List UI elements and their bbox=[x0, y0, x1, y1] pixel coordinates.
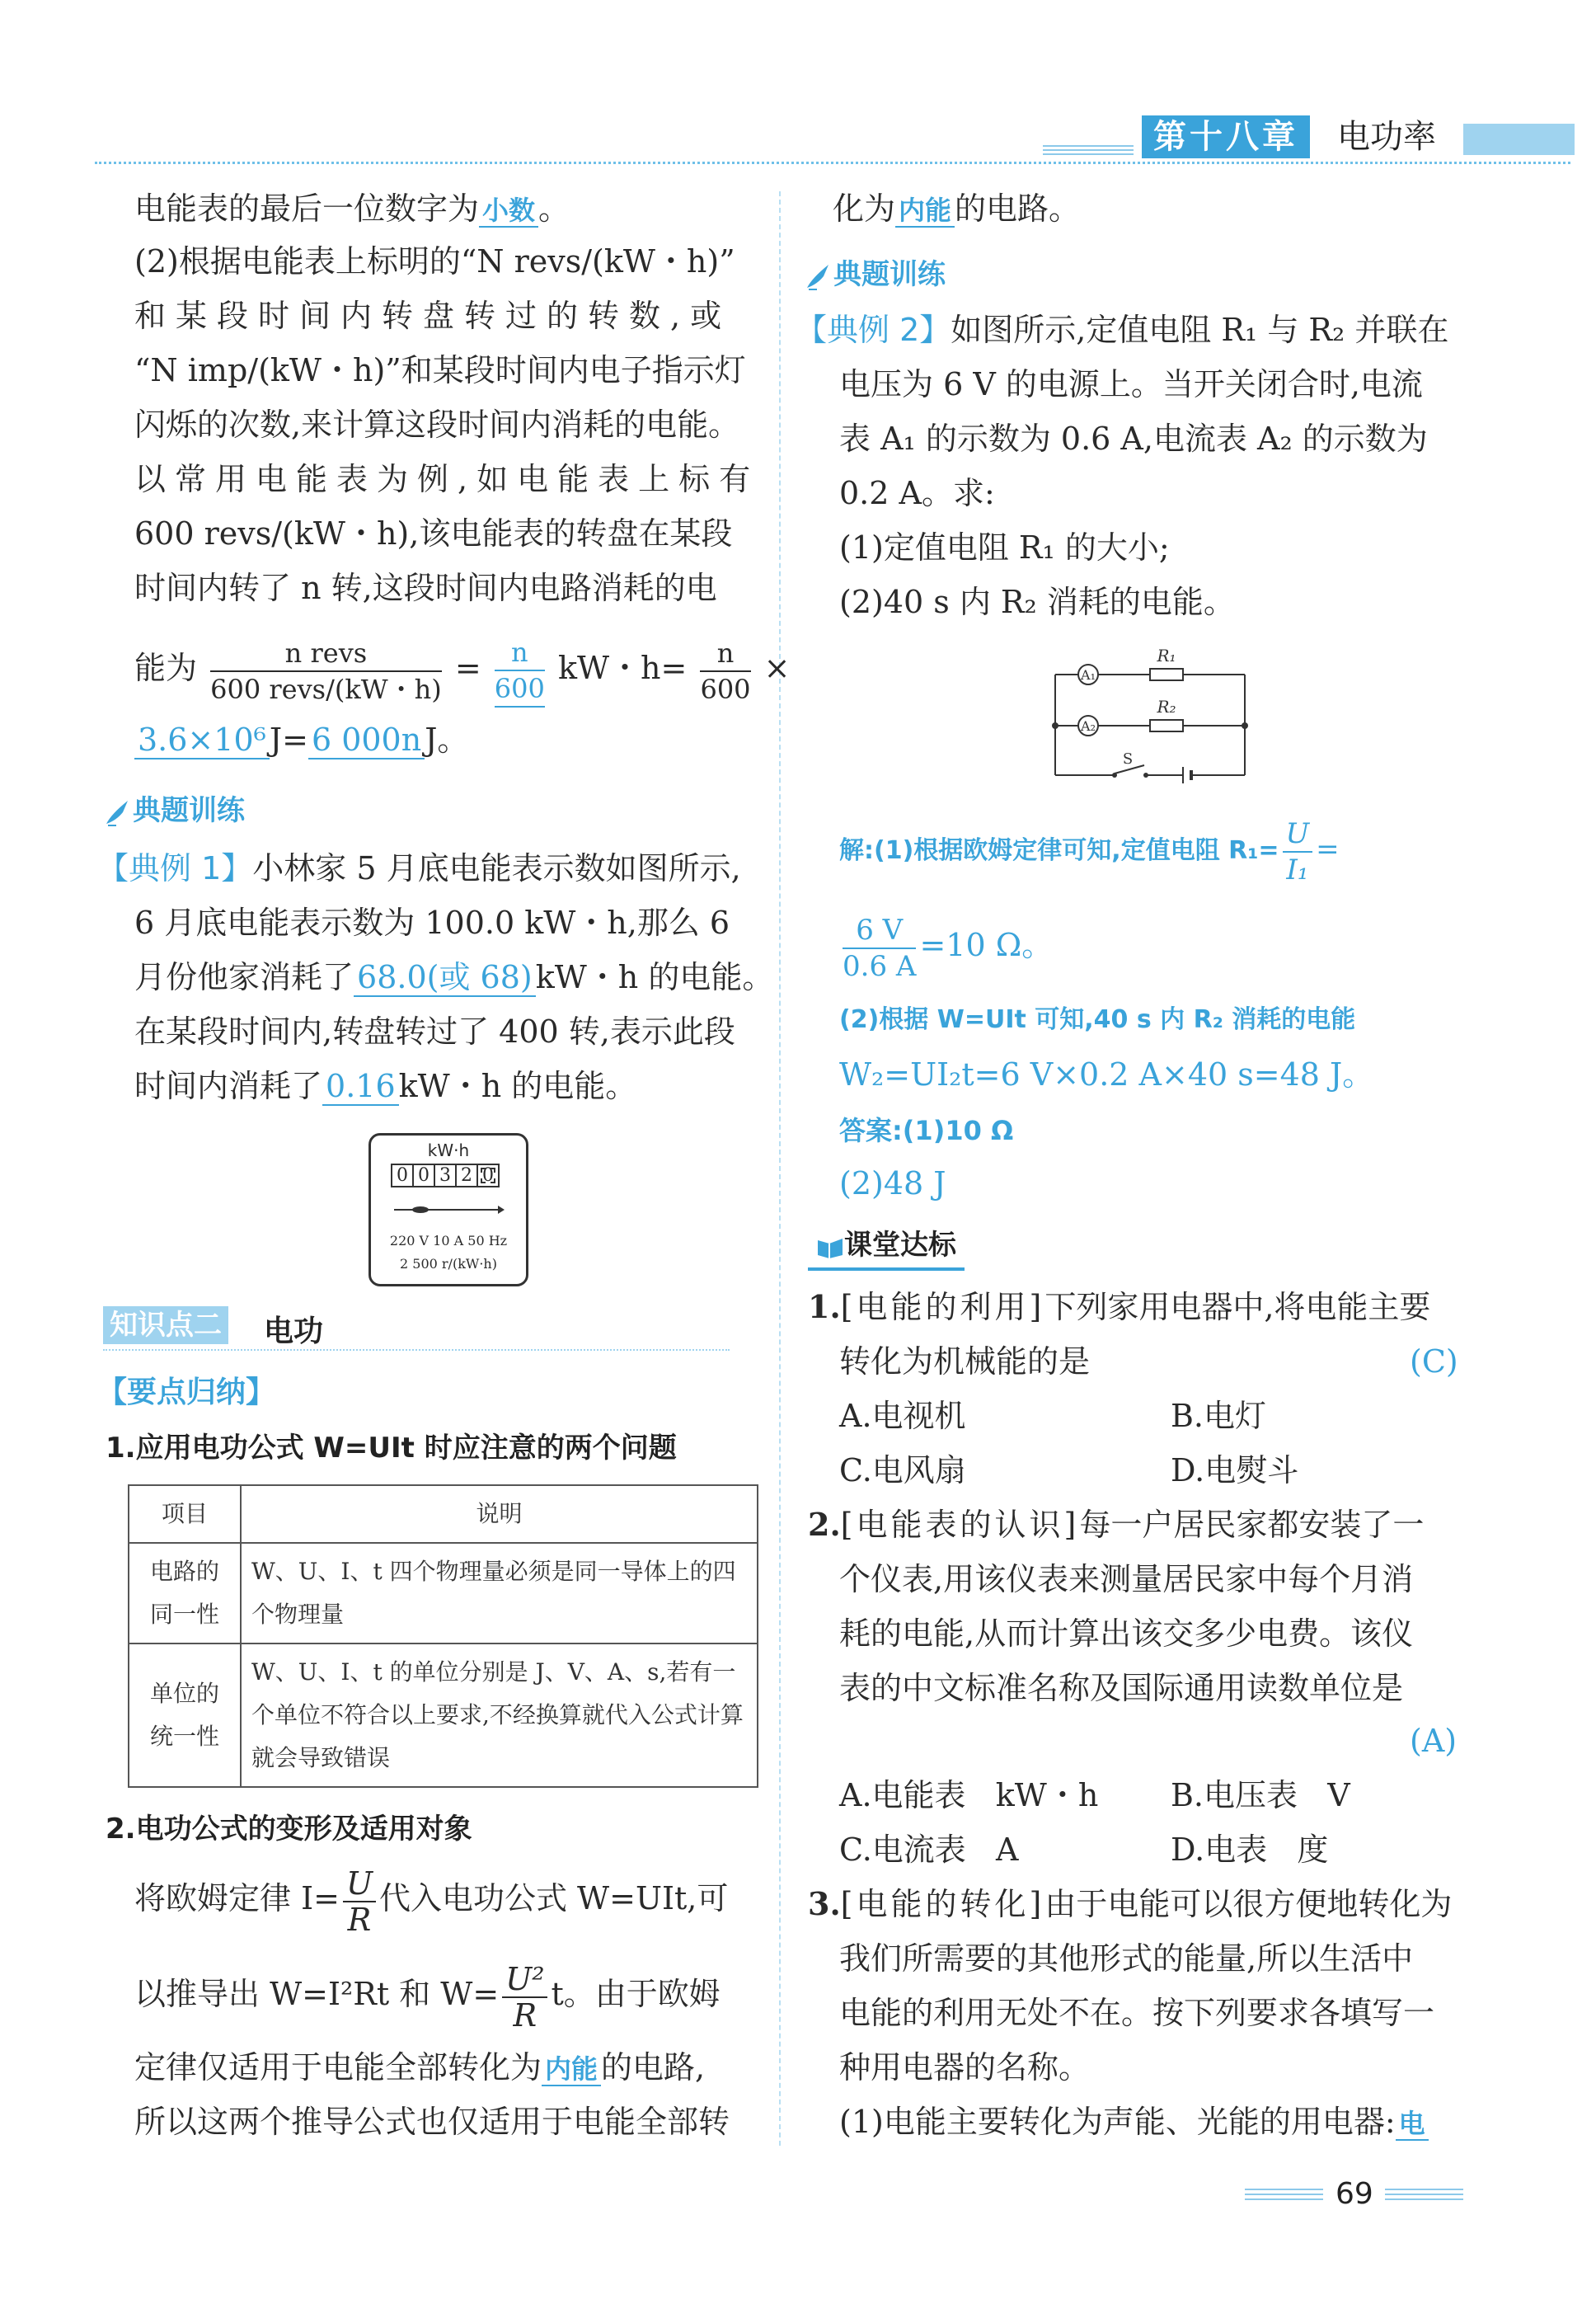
left-line-4: “N imp/(kW・h)”和某段时间内电子指示灯 bbox=[134, 352, 746, 388]
table-row bbox=[129, 1543, 758, 1643]
answer-line-2: (2)48 J bbox=[839, 1165, 946, 1201]
example-2-line-1: 【典例 2】如图所示,定值电阻 R₁ 与 R₂ 并联在 bbox=[796, 312, 1449, 348]
meter-digit: 0 bbox=[478, 1165, 498, 1186]
chapter-badge: 第十八章 bbox=[1142, 115, 1310, 158]
knowledge-badge: 知识点二 bbox=[103, 1306, 228, 1344]
meter-digit: 3 bbox=[435, 1165, 457, 1186]
option: C.电流表 A bbox=[839, 1832, 1019, 1868]
answer-blank: 内能 bbox=[895, 195, 955, 228]
question-tag: [电能的转化] bbox=[840, 1886, 1045, 1922]
question-1-line-2: 转化为机械能的是 bbox=[839, 1343, 1091, 1380]
option: B.电灯 bbox=[1171, 1398, 1267, 1434]
answer-blank: 小数 bbox=[479, 195, 538, 228]
fraction-u-i1: $\frac{U}{\text{I₁}}$ bbox=[1283, 816, 1313, 887]
ammeter-a2-label: A₂ bbox=[1081, 718, 1096, 734]
meter-unit: kW·h bbox=[427, 1140, 470, 1160]
solution-line-1: 解:(1)根据欧姆定律可知,定值电阻 R₁= $\frac{U}{\text{I₁}}$ = bbox=[839, 817, 1340, 886]
footer-stripes-right bbox=[1385, 2189, 1463, 2202]
training-heading: 典题训练 bbox=[804, 252, 946, 292]
pen-icon bbox=[804, 261, 833, 291]
left-line-2: (2)根据电能表上标明的“N revs/(kW・h)” bbox=[134, 243, 735, 280]
resistor-r2-label: R₂ bbox=[1157, 697, 1176, 717]
meter-digits bbox=[391, 1164, 500, 1187]
page-header bbox=[0, 115, 1596, 173]
fraction-answer: $\frac{n}{600}$ bbox=[495, 635, 545, 708]
meter-digit: 2 bbox=[457, 1165, 478, 1186]
knowledge-title: 电功 bbox=[264, 1314, 324, 1348]
left-line-6: 以常用电能表为例,如电能表上标有 bbox=[134, 461, 760, 497]
example-1-line-1: 【典例 1】小林家 5 月底电能表示数如图所示, bbox=[97, 850, 741, 886]
column-divider bbox=[779, 191, 781, 2146]
header-dotted-rule bbox=[95, 162, 1570, 164]
derive-line-4: 所以这两个推导公式也仅适用于电能全部转 bbox=[134, 2104, 730, 2140]
question-3-line-2: 我们所需要的其他形式的能量,所以生活中 bbox=[839, 1940, 1414, 1977]
example-2-line-2: 电压为 6 V 的电源上。当开关闭合时,电流 bbox=[839, 366, 1423, 402]
question-3-sub-1: (1)电能主要转化为声能、光能的用电器: 电 bbox=[839, 2101, 1429, 2144]
example-1-line-3: 月份他家消耗了 68.0(或 68) kW・h 的电能。 bbox=[134, 959, 774, 995]
header-stripes bbox=[1043, 145, 1134, 157]
header-bar bbox=[1463, 124, 1575, 155]
resistor-r1-label: R₁ bbox=[1157, 646, 1176, 665]
left-line-7: 600 revs/(kW・h),该电能表的转盘在某段 bbox=[134, 515, 733, 552]
fraction-n-600: $\frac{n}{600}$ bbox=[700, 637, 751, 705]
left-line-5: 闪烁的次数,来计算这段时间内消耗的电能。 bbox=[134, 407, 740, 443]
energy-meter-figure bbox=[368, 1133, 528, 1286]
table-cell: 电路的同一性 bbox=[129, 1543, 241, 1643]
table-cell: 单位的统一性 bbox=[129, 1643, 241, 1787]
option: A.电能表 kW・h bbox=[839, 1777, 1099, 1813]
summary-heading: 【要点归纳】 bbox=[97, 1375, 276, 1409]
question-2-line-1: 2.[电能表的认识]每一户居民家都安装了一 bbox=[808, 1506, 1425, 1543]
knowledge-point-heading bbox=[103, 1306, 730, 1351]
question-3-line-4: 种用电器的名称。 bbox=[839, 2049, 1091, 2086]
example-tag: 【典例 2】 bbox=[796, 312, 951, 348]
question-2-line-4: 表的中文标准名称及国际通用读数单位是 bbox=[839, 1670, 1404, 1706]
example-1-line-2: 6 月底电能表示数为 100.0 kW・h,那么 6 bbox=[134, 905, 730, 941]
pen-icon bbox=[103, 797, 133, 827]
solution-line-2: $\frac{6 V}{0.6 A}$ =10 Ω。 bbox=[843, 913, 1054, 983]
table-cell: W、U、I、t 四个物理量必须是同一导体上的四个物理量 bbox=[241, 1543, 758, 1643]
training-heading: 典题训练 bbox=[103, 788, 245, 828]
table-header: 项目 bbox=[129, 1485, 241, 1543]
option: D.电表 度 bbox=[1171, 1832, 1329, 1868]
book-icon bbox=[816, 1234, 844, 1259]
example-2-line-3: 表 A₁ 的示数为 0.6 A,电流表 A₂ 的示数为 bbox=[839, 421, 1428, 457]
question-2-line-2: 个仪表,用该仪表来测量居民家中每个月消 bbox=[839, 1561, 1414, 1597]
meter-disc-arrow bbox=[391, 1201, 506, 1218]
table-row bbox=[129, 1643, 758, 1787]
table-row bbox=[129, 1485, 758, 1543]
left-line-3: 和某段时间内转盘转过的转数,或 bbox=[134, 298, 732, 334]
chapter-title: 电功率 bbox=[1337, 118, 1436, 156]
answer-blank: 6 000n bbox=[308, 722, 425, 759]
derive-line-2: 以推导出 W=I²Rt 和 W= $\frac{\text{U²}}{R}$ t。由于欧姆 bbox=[134, 1960, 721, 2034]
derive-line-1: 将欧姆定律 I= $\frac{U}{R}$ 代入电功公式 W=UIt,可 bbox=[134, 1865, 729, 1938]
question-3-line-1: 3.[电能的转化]由于电能可以很方便地转化为 bbox=[808, 1885, 1453, 1922]
fraction-6v-0.6a: $\frac{6 V}{0.6 A}$ bbox=[843, 913, 917, 983]
left-line-8: 时间内转了 n 转,这段时间内电路消耗的电 bbox=[134, 570, 717, 606]
example-2-line-4: 0.2 A。求: bbox=[839, 475, 995, 511]
example-1-line-4: 在某段时间内,转盘转过了 400 转,表示此段 bbox=[134, 1013, 735, 1050]
question-tag: [电能表的认识] bbox=[840, 1507, 1080, 1543]
fraction-power: $\frac{\text{U²}}{R}$ bbox=[502, 1962, 547, 2033]
footer-stripes-left bbox=[1245, 2189, 1323, 2202]
page-number: 69 bbox=[1335, 2177, 1373, 2211]
question-tag: [电能的利用] bbox=[840, 1289, 1045, 1325]
answer-blank: 68.0(或 68) bbox=[354, 959, 536, 997]
class-practice-heading: 课堂达标 bbox=[808, 1222, 965, 1271]
example-1-line-5: 时间内消耗了 0.16 kW・h 的电能。 bbox=[134, 1068, 637, 1104]
answer-line-1: 答案:(1)10 Ω bbox=[839, 1115, 1014, 1146]
page-footer bbox=[1237, 2177, 1566, 2218]
circuit-diagram bbox=[1047, 643, 1253, 783]
answer-blank: 电 bbox=[1396, 2108, 1429, 2141]
option: C.电风扇 bbox=[839, 1452, 966, 1488]
derive-line-3: 定律仅适用于电能全部转化为 内能 的电路, bbox=[134, 2049, 706, 2086]
example-tag: 【典例 1】 bbox=[97, 850, 253, 886]
table-cell: W、U、I、t 的单位分别是 J、V、A、s,若有一个单位不符合以上要求,不经换算就代入公式计算就会导致错误 bbox=[241, 1643, 758, 1787]
option: D.电熨斗 bbox=[1171, 1452, 1299, 1488]
answer-blank: 3.6×10⁶ bbox=[134, 722, 270, 759]
option: A.电视机 bbox=[839, 1398, 966, 1434]
ammeter-a1-label: A₁ bbox=[1081, 667, 1096, 683]
example-2-question-1: (1)定值电阻 R₁ 的大小; bbox=[839, 529, 1170, 566]
summary-point-1: 1.应用电功公式 W=UIt 时应注意的两个问题 bbox=[106, 1432, 677, 1465]
example-2-question-2: (2)40 s 内 R₂ 消耗的电能。 bbox=[839, 584, 1235, 620]
answer-blank: 内能 bbox=[542, 2053, 601, 2086]
question-3-line-3: 电能的利用无处不在。按下列要求各填写一 bbox=[839, 1995, 1435, 2031]
table-header: 说明 bbox=[241, 1485, 758, 1543]
notes-table bbox=[128, 1484, 758, 1788]
meter-digit: 0 bbox=[392, 1165, 414, 1186]
option: B.电压表 V bbox=[1171, 1777, 1350, 1813]
fraction-revs: $\frac{\text{n revs}}{\text{600 revs/(kW・h)}}$ bbox=[210, 637, 442, 705]
meter-spec: 220 V 10 A 50 Hz bbox=[389, 1233, 508, 1248]
solution-line-4: W₂=UI₂t=6 V×0.2 A×40 s=48 J。 bbox=[839, 1056, 1374, 1093]
right-line-1: 化为 内能 的电路。 bbox=[833, 190, 1081, 227]
meter-digit: 0 bbox=[414, 1165, 435, 1186]
question-1-answer: (C) bbox=[1410, 1343, 1458, 1380]
question-2-answer: (A) bbox=[1410, 1723, 1458, 1759]
question-2-line-3: 耗的电能,从而计算出该交多少电费。该仪 bbox=[839, 1615, 1414, 1652]
meter-rate: 2 500 r/(kW·h) bbox=[400, 1256, 497, 1272]
summary-point-2: 2.电功公式的变形及适用对象 bbox=[106, 1813, 472, 1846]
question-1-line-1: 1.[电能的利用]下列家用电器中,将电能主要 bbox=[808, 1288, 1431, 1325]
solution-line-3: (2)根据 W=UIt 可知,40 s 内 R₂ 消耗的电能 bbox=[839, 1005, 1356, 1034]
answer-blank: 0.16 bbox=[322, 1068, 399, 1106]
energy-formula-line: 能为 $\frac{\text{n revs}}{\text{600 revs/(kW・h)}}$ = $\frac{n}{600}$ kW・h= $\frac{n}{600}$ × bbox=[134, 627, 790, 709]
energy-result-line: 3.6×10⁶ J= 6 000n J。 bbox=[134, 719, 468, 760]
left-line-1: 电能表的最后一位数字为 小数 。 bbox=[134, 190, 570, 227]
fraction-ohm: $\frac{U}{R}$ bbox=[343, 1866, 376, 1937]
switch-label: S bbox=[1122, 750, 1134, 768]
